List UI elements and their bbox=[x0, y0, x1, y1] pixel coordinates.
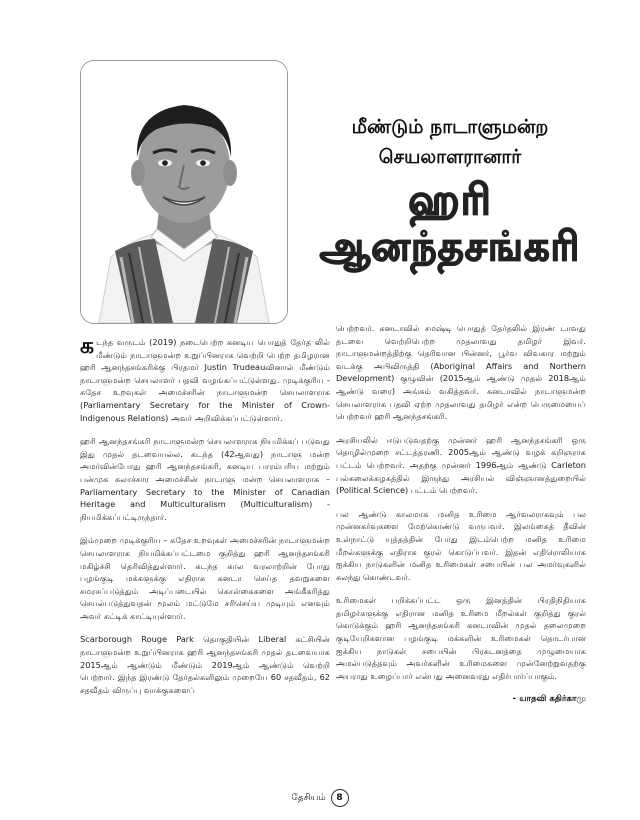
page-footer bbox=[0, 789, 640, 807]
person-name-line-1: ஹரி bbox=[408, 175, 492, 224]
portrait-photo bbox=[80, 60, 288, 324]
magazine-name: தேசியம் bbox=[291, 793, 326, 803]
person-name bbox=[296, 176, 604, 270]
person-name-line-2: ஆனந்தசங்கரி bbox=[319, 224, 581, 270]
headline-line-1: மீண்டும் நாடாளுமன்ற bbox=[351, 116, 549, 138]
article-paragraph: பெற்றவர். கனடாவில் சமஷ்டி பொதுத் தேர்தலில் இரண் டாவது தடவை வெற்றிபெற்ற முதலாவது தமிழர் இவர். நாடாளுமன்றத்திற்கு தெரிவான பின்னர், பூர்வ விவகார மற்றும் வடக்கு அபிவிருத்தி (Aboriginal Affairs and Northern Development) குழுவின் (2015ஆம் ஆண்டு முதல் 2018ஆம் ஆண்டு வரை) அங்கம் வகித்தவர். கனடாவில் நாடாளுமன்ற செயலாளராக பதவி ஏற்ற முதலாவது தமிழர் என்ற பெருமையைப் பெற்றவர் ஹரி ஆனந்தசங்கரி. bbox=[336, 323, 586, 422]
portrait-illustration bbox=[81, 61, 287, 323]
article-paragraph: ஹரி ஆனந்தசங்கரி நாடாளுமன்ற செயலாளராக நியமிக்கப் படுவது இது முதல் தடவையல்ல. கடந்த (42ஆவது) நாடாளு மன்ற அமர்வின்போது ஹரி ஆனந்தசங்கரி, கனடிய பாரம்பரிய மற்றும் பன்முக கலாச்சார அமைச்சின் நாடாளு மன்ற செயலாளராக – Parliamentary Secretary to the Minister of Canadian Heritage and Multiculturalism (Multiculturalism) - நியமிக்கப்பட்டிருந்தார். bbox=[80, 436, 330, 522]
article-paragraph: பல ஆண்டு காலமாக மனித உரிமை ஆர்வலராகவும் பல முன்னகர்வுகளை மேற்கொண்டு வருபவர். இலங்கைத் தீவின் உள்நாட்டு யுத்தத்தின் போது இடம்பெற்ற மனித உரிமை மீறல்களுக்கு எதிராக குரல் கொடுப்பவர். இதன் எதிரொலியாக ஐக்கிய நாடுகளின் மனித உரிமைகள் சபையின் பல அமர்வுகளில் கலந்து கொண்டவர். bbox=[336, 508, 586, 582]
article-paragraph: Scarborough Rouge Park தொகுதியின் Liberal கட்சியின் நாடாளுமன்ற உறுப்பினராக ஹரி ஆனந்தசங்கரி முதல் தடவையாக 2015ஆம் ஆண்டும் மீண்டும் 2019ஆம் ஆண்டும் வெற்றி பெற்றார். இந்த இரண்டு தேர்தல்களிலும் முறையே 60 சதவீதம், 62 சதவீதம் விருப்பு வாக்குகளைப் bbox=[80, 634, 330, 695]
article-left-column bbox=[80, 336, 330, 707]
dropcap: க bbox=[80, 334, 95, 359]
article-paragraph: இம்முறை முடிக்குரிய – சுதேச உறவுகள் அமைச்சரின் நாடாளுமன்ற செயலாளராக நியமிக்கப்பட்டமை குறித்து ஹரி ஆனந்தசங்கரி மகிழ்ச்சி தெரிவித்துள்ளார். கடந்த கால வரலாற்றின் போது பழங்குடி மக்களுக்கு எதிராக கனடா செய்த தவறுகளை சமரசப்படுத்தும் அடிப்படையில் கொள்கைகளை அங்கீகரித்து செயல்படுத்துவதன் மூலம் மட்டுமே சரிசெய்ய முடியும் எனவும் அவர் சுட்டிக் காட்டியுள்ளார். bbox=[80, 535, 330, 621]
article-paragraph: அரசியலில் ஈடுபடுவதற்கு முன்னர் ஹரி ஆனந்தசங்கரி ஒரு தொழில்முறை சட்டத்தரணி. 2005ஆம் ஆண்டு வழக் கறிஞராக பட்டம் பெற்றவர். அதற்கு முன்னர் 1996ஆம் ஆண்டு Carleton பல்கலைக்கழகத்தில் இருந்து அரசியல் விஞ்ஞானத்துறையில் (Political Science) பட்டம் பெற்றவர். bbox=[336, 434, 586, 496]
page-number: 8 bbox=[331, 789, 349, 807]
author-signature: - யாதவி கதிர்காமு bbox=[512, 694, 586, 705]
headline-line-2: செயலாளரானார் bbox=[378, 146, 522, 168]
article-right-column bbox=[336, 322, 586, 706]
article-paragraph bbox=[80, 336, 330, 424]
article-paragraph: உரிமைகள் பறிக்கப்பட்ட ஒரு இனத்தின் பிரதிநிதியாக தமிழர்களுக்கு எதிரான மனித உரிமை மீறல்கள் குறித்து குரல் கொடுக்கும் ஹரி ஆனந்தசங்கரி கனடாவின் முதல் தலைமுறை குடியேறிகளான பழங்குடி மக்களின் உரிமைகள் தொடர்பான ஐக்கிய நாடுகள் சபையின் பிரகடனத்தை முழுமையாக அமல்படுத்தவும் அவர்களின் உரிமைகளை முன்னேற்றுவதற்கு அயராது உழைப்பார் என்பது அனைவரது எதிர்பார்ப்பாகும். bbox=[336, 595, 586, 681]
paragraph-text: டந்த வருடம் (2019) நடைபெற்ற கனடிய பொதுத் தேர்த லில் மீண்டும் நாடாளுமன்ற உறுப்பினராக வெற்றி பெற்ற தமிழரான ஹரி ஆனந்தசங்கரிக்கு பிரதமர் Justin Trudeauவினால் மீண்டும் நாடாளுமன்ற செயலாளர் பதவி வழங்கப்பட்டுள்ளது. முடிக்குரிய - சுதேச உறவுகள் அமைச்சரின் நாடாளுமன்ற செயலாளராக (Parliamentary Secretary for the Minister of Crown- Indigenous Relations) அவர் அறிவிக்கப்பட்டுள்ளார். bbox=[80, 337, 330, 423]
headline bbox=[300, 112, 600, 172]
